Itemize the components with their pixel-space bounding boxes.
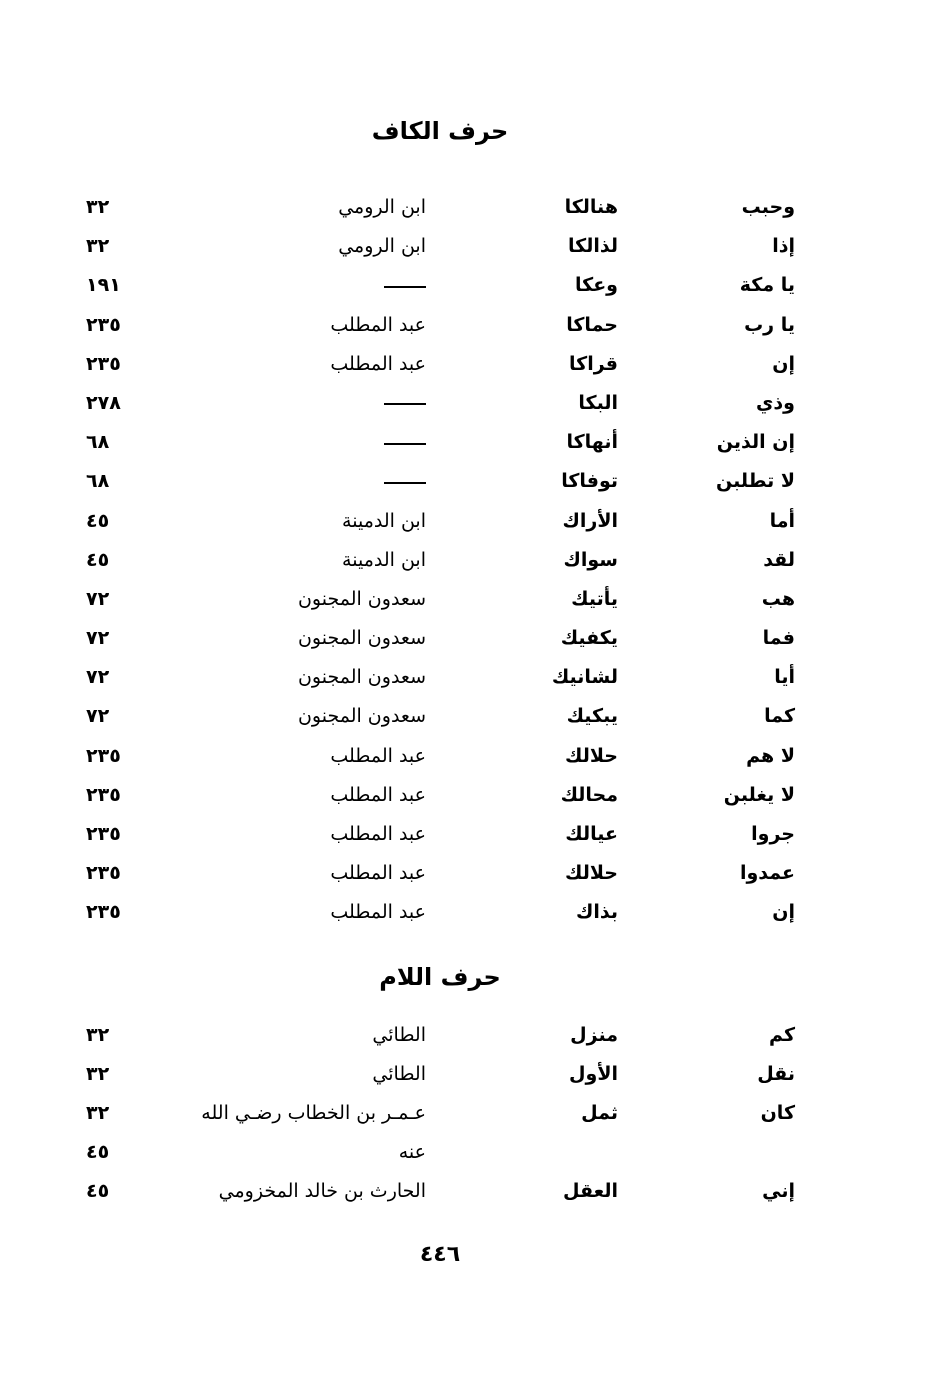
verse-first-word: لا يغلبن [723,783,795,806]
rhyme-word: أنهاكا [566,431,618,454]
page-reference: ٢٣٥ [86,313,121,336]
page-reference: ٢٣٥ [86,783,121,806]
page-reference: ٣٢ [86,235,110,258]
page-reference: ٣٢ [86,1063,110,1085]
section-title-lam: حرف اللام [379,963,501,991]
verse-first-word: يا مكة [739,274,795,297]
index-row [0,270,950,309]
unknown-poet-dash [384,286,426,288]
index-row [0,1098,950,1137]
verse-first-word: نقل [757,1063,795,1085]
poet-name: سعدون المجنون [297,587,426,610]
poet-name: الحارث بن خالد المخزومي [218,1180,426,1202]
rhyme-word: يكفيك [560,627,618,650]
poet-name [384,388,426,418]
rhyme-word: قراكا [569,352,618,375]
rhyme-word: وعكا [575,274,618,297]
index-row [0,1176,950,1215]
index-row [0,1137,950,1176]
index-row [0,897,950,936]
index-list-kaf [0,192,950,937]
verse-first-word: وذي [756,391,795,414]
rhyme-word: عيالك [565,823,618,845]
page-reference: ٧٢ [86,666,110,689]
rhyme-word: سواك [563,548,618,571]
rhyme-word: الأول [569,1063,618,1085]
verse-first-word: هب [761,587,795,610]
verse-first-word: لقد [763,548,795,571]
rhyme-word: يأتيك [571,587,618,610]
rhyme-word: محالك [560,783,618,806]
poet-name: سعدون المجنون [297,627,426,650]
page-reference: ١٩١ [86,274,121,297]
poet-name: الطائي [372,1063,426,1085]
rhyme-word: الأراك [562,509,618,532]
page-reference: ٤٥ [86,548,110,571]
page-reference: ٧٢ [86,587,110,610]
page-reference: ٧٢ [86,705,110,728]
page-number: ٤٤٦ [419,1242,461,1267]
rhyme-word: بذاك [575,901,618,924]
poet-name: عبد المطلب [330,823,426,845]
rhyme-word: ثمل [581,1102,618,1124]
page-reference: ٢٣٥ [86,352,121,375]
poet-name: عبد المطلب [330,783,426,806]
page-reference: ٤٥ [86,509,110,532]
index-row [0,819,950,858]
verse-first-word: لا هم [746,744,795,767]
page-reference: ٢٣٥ [86,901,121,924]
page-reference: ٢٧٨ [86,391,121,414]
page-reference: ٣٢ [86,1102,110,1124]
verse-first-word: كما [764,705,795,728]
verse-first-word: جروا [751,823,795,845]
poet-name: سعدون المجنون [297,666,426,689]
verse-first-word: إذا [772,235,795,258]
rhyme-word: لشانيك [551,666,618,689]
index-row [0,231,950,270]
verse-first-word: لا تطلبن [715,470,795,493]
rhyme-word: منزل [570,1024,618,1046]
verse-first-word: إن [772,901,795,924]
rhyme-word: يبكيك [566,705,618,728]
rhyme-word: حلالك [565,744,618,767]
index-row [0,662,950,701]
unknown-poet-dash [384,403,426,405]
verse-first-word: إني [762,1180,795,1202]
poet-name: عبد المطلب [330,862,426,885]
poet-name: عبد المطلب [330,901,426,924]
poet-name: الطائي [372,1024,426,1046]
page-reference: ٣٢ [86,1024,110,1046]
rhyme-word: العقل [562,1180,618,1202]
poet-name: عـمـر بن الخطاب رضـي الله [201,1102,426,1124]
section-title-kaf: حرف الكاف [371,117,509,145]
verse-first-word: كم [769,1024,795,1046]
index-row [0,545,950,584]
poet-name: عنه [398,1141,426,1163]
index-row [0,310,950,349]
poet-name [384,270,426,300]
rhyme-word: البكا [578,391,618,414]
rhyme-word: هنالكا [564,196,618,218]
index-row [0,427,950,466]
poet-name: ابن الدمينة [342,509,426,532]
index-row [0,349,950,388]
verse-first-word: فما [762,627,795,650]
index-row [0,1059,950,1098]
verse-first-word: كان [760,1102,795,1124]
verse-first-word: إن الذين [716,431,795,454]
rhyme-word: لذالكا [568,235,618,258]
verse-first-word: إن [772,352,795,375]
page-reference: ٢٣٥ [86,744,121,767]
page-reference: ٧٢ [86,627,110,650]
index-row [0,584,950,623]
page-reference: ٢٣٥ [86,862,121,885]
poet-name: عبد المطلب [330,352,426,375]
page-reference: ٤٥ [86,1180,110,1202]
poet-name: ابن الدمينة [342,548,426,571]
page-reference: ٦٨ [86,431,110,454]
verse-first-word: أما [769,509,795,532]
page-reference: ٦٨ [86,470,110,493]
poet-name: عبد المطلب [330,313,426,336]
index-row [0,506,950,545]
rhyme-word: حلالك [565,862,618,885]
index-row [0,192,950,231]
verse-first-word: وحبب [741,196,795,218]
poet-name: ابن الرومي [338,196,426,218]
page-reference: ٢٣٥ [86,823,121,845]
index-row [0,388,950,427]
index-row [0,858,950,897]
poet-name [384,427,426,457]
rhyme-word: توفاكا [561,470,618,493]
unknown-poet-dash [384,482,426,484]
page-reference: ٤٥ [86,1141,110,1163]
rhyme-word: حماكا [566,313,618,336]
unknown-poet-dash [384,443,426,445]
verse-first-word: يا رب [744,313,795,336]
poet-name [384,466,426,496]
index-row [0,1020,950,1059]
index-row [0,466,950,505]
index-row [0,780,950,819]
index-row [0,623,950,662]
poet-name: عبد المطلب [330,744,426,767]
page-reference: ٣٢ [86,196,110,218]
poet-name: سعدون المجنون [297,705,426,728]
verse-first-word: عمدوا [739,862,795,885]
index-row [0,701,950,740]
verse-first-word: أيا [774,666,795,689]
index-list-lam [0,1020,950,1215]
poet-name: ابن الرومي [338,235,426,258]
index-row [0,741,950,780]
